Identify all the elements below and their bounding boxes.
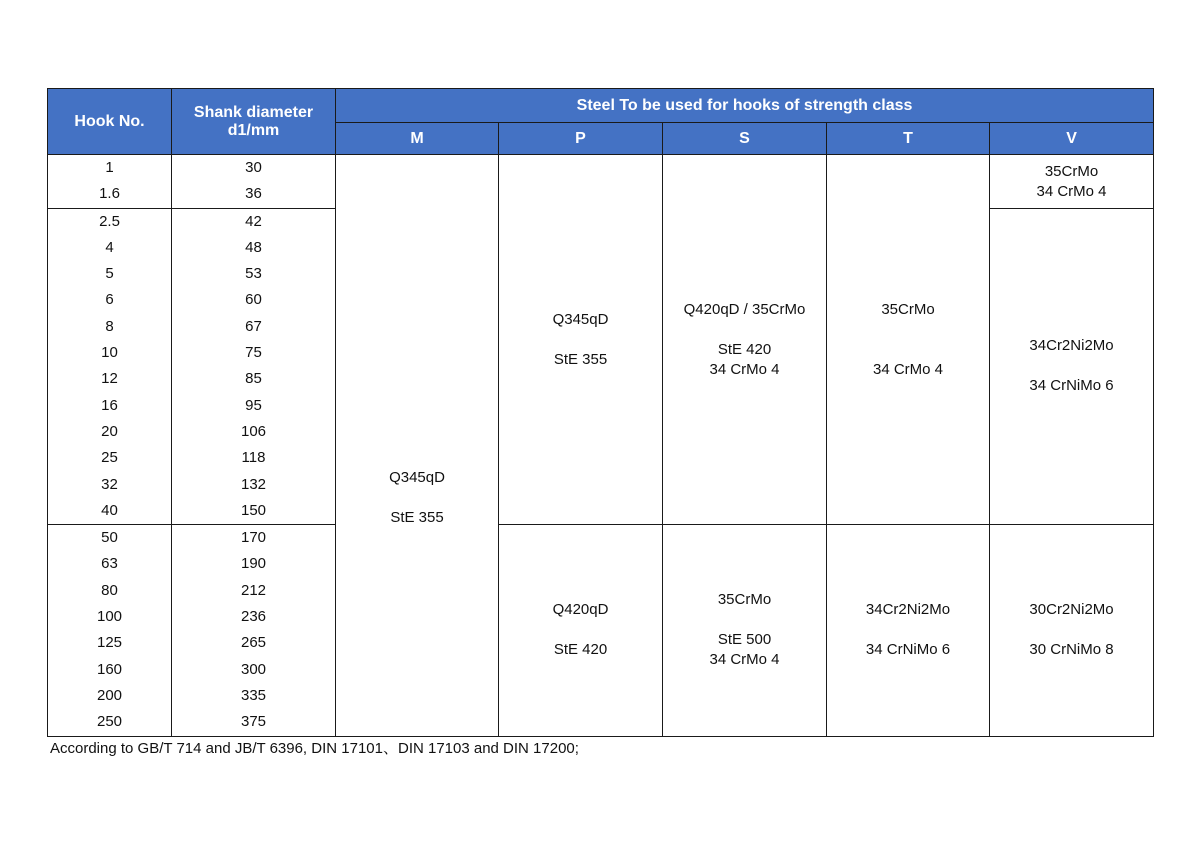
hook-no-value: 160: [96, 660, 123, 678]
hook-no-value: 12: [101, 370, 118, 388]
hook-no-value: 32: [101, 475, 118, 493]
hook-no-value: 100: [96, 608, 123, 626]
hook-no-value: 16: [101, 396, 118, 414]
header-class-t: T: [827, 123, 990, 155]
hook-no-value: 1: [105, 159, 114, 176]
hook-no-value: 6: [105, 291, 114, 309]
steel-p-lower: Q420qD StE 420: [499, 525, 663, 736]
header-class-s: S: [663, 123, 827, 155]
hook-no-value: 8: [105, 317, 114, 335]
hook-no-value: 20: [101, 422, 118, 440]
shank-value: 30: [245, 159, 262, 176]
steel-v-middle: 34Cr2Ni2Mo 34 CrNiMo 6: [990, 208, 1154, 525]
shank-value: 150: [240, 501, 267, 519]
shank-value: 75: [245, 344, 262, 362]
hook-no-value: 50: [101, 529, 118, 547]
hook-no-value: 80: [101, 581, 118, 599]
hook-no-value: 250: [96, 713, 123, 731]
header-shank-diameter: Shank diameter d1/mm: [172, 89, 336, 155]
hook-no-value: 2.5: [99, 212, 120, 230]
hook-no-value: 63: [101, 555, 118, 573]
hook-no-value: 4: [105, 238, 114, 256]
hook-no-value: 125: [96, 634, 123, 652]
hook-no-value: 40: [101, 501, 118, 519]
steel-p-upper: Q345qD StE 355: [499, 155, 663, 525]
shank-value: 53: [245, 265, 262, 283]
steel-t-lower: 34Cr2Ni2Mo 34 CrNiMo 6: [827, 525, 990, 736]
shank-value: 190: [240, 555, 267, 573]
hook-no-value: 5: [105, 265, 114, 283]
hook-no-group-3: [48, 525, 172, 736]
steel-s-upper: Q420qD / 35CrMo StE 420 34 CrMo 4: [663, 155, 827, 525]
shank-value: 170: [240, 529, 267, 547]
steel-t-upper: 35CrMo 34 CrMo 4: [827, 155, 990, 525]
header-hook-no: Hook No.: [48, 89, 172, 155]
hook-no-group-2: [48, 208, 172, 525]
shank-value: 300: [240, 660, 267, 678]
shank-value: 36: [245, 185, 262, 203]
header-class-p: P: [499, 123, 663, 155]
shank-value: 67: [245, 317, 262, 335]
shank-value: 265: [240, 634, 267, 652]
steel-v-lower: 30Cr2Ni2Mo 30 CrNiMo 8: [990, 525, 1154, 736]
shank-group-2: [172, 208, 336, 525]
shank-value: 42: [245, 212, 262, 230]
steel-m-all: Q345qD StE 355: [336, 155, 499, 737]
shank-value: 375: [240, 713, 267, 731]
steel-s-lower: 35CrMo StE 500 34 CrMo 4: [663, 525, 827, 736]
shank-value: 212: [240, 581, 267, 599]
shank-value: 106: [240, 422, 267, 440]
hook-no-value: 200: [96, 686, 123, 704]
hook-no-value: 10: [101, 344, 118, 362]
shank-value: 95: [245, 396, 262, 414]
hook-no-value: 1.6: [99, 185, 120, 203]
header-class-v: V: [990, 123, 1154, 155]
hook-steel-table: [47, 88, 1154, 737]
shank-value: 335: [240, 686, 267, 704]
header-steel-title: Steel To be used for hooks of strength class: [336, 89, 1154, 123]
shank-value: 236: [240, 608, 267, 626]
shank-value: 132: [240, 475, 267, 493]
shank-value: 118: [241, 449, 266, 467]
shank-value: 48: [245, 238, 262, 256]
hook-no-value: 25: [101, 449, 118, 467]
footnote: According to GB/T 714 and JB/T 6396, DIN 17101、DIN 17103 and DIN 17200;: [50, 740, 579, 757]
steel-v-top: 35CrMo 34 CrMo 4: [990, 155, 1154, 209]
shank-group-3: [172, 525, 336, 736]
header-class-m: M: [336, 123, 499, 155]
shank-value: 85: [245, 370, 262, 388]
shank-group-1: [172, 155, 336, 209]
shank-value: 60: [245, 291, 262, 309]
hook-no-group-1: [48, 155, 172, 209]
